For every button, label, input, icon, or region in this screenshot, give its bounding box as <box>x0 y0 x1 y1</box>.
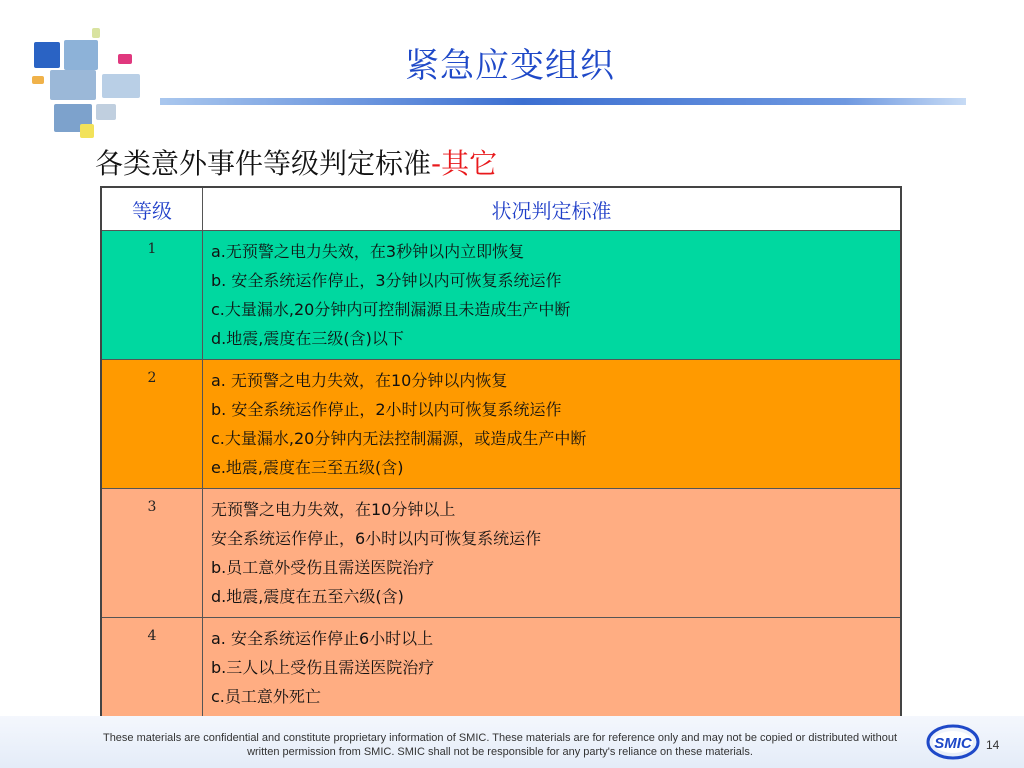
criteria-cell <box>203 489 902 618</box>
table-row <box>101 489 901 618</box>
criteria-line: c.大量漏水,20分钟内可控制漏源且未造成生产中断 <box>211 300 571 319</box>
criteria-line: e.地震,震度在三至五级(含) <box>211 458 404 477</box>
criteria-line: b.员工意外受伤且需送医院治疗 <box>211 558 435 577</box>
criteria-line: c.大量漏水,20分钟内无法控制漏源，或造成生产中断 <box>211 429 587 448</box>
level-cell: 4 <box>101 618 203 748</box>
table-row <box>101 360 901 489</box>
notice-line-2: written permission from SMIC. SMIC shall not be responsible for any party's reliance on these materials. <box>247 746 753 758</box>
header-criteria: 状况判定标准 <box>203 187 902 231</box>
level-cell: 1 <box>101 231 203 360</box>
level-cell: 3 <box>101 489 203 618</box>
smic-logo-text: SMIC <box>934 735 972 752</box>
criteria-line: a. 安全系统运作停止6小时以上 <box>211 629 434 648</box>
criteria-cell <box>203 231 902 360</box>
criteria-line: b. 安全系统运作停止，3分钟以内可恢复系统运作 <box>211 271 562 290</box>
subtitle-accent: 其它 <box>441 147 498 180</box>
smic-logo <box>926 722 980 762</box>
title-divider <box>160 98 966 105</box>
page-number: 14 <box>986 738 1000 752</box>
subtitle-separator: - <box>431 147 442 180</box>
criteria-line: a. 无预警之电力失效，在10分钟以内恢复 <box>211 371 508 390</box>
criteria-line: d.地震,震度在三级(含)以下 <box>211 329 404 348</box>
notice-line-1: These materials are confidential and constitute proprietary information of SMIC. These materials are for reference only and may not be copied or distributed without <box>102 732 898 744</box>
criteria-line: b. 安全系统运作停止，2小时以内可恢复系统运作 <box>211 400 562 419</box>
header-level: 等级 <box>101 187 203 231</box>
decorative-logo-mosaic <box>14 20 154 140</box>
criteria-line: d.地震,震度在五至六级(含) <box>211 587 404 606</box>
criteria-line: a.无预警之电力失效，在3秒钟以内立即恢复 <box>211 242 525 261</box>
confidentiality-notice <box>70 731 930 759</box>
table-row <box>101 231 901 360</box>
criteria-cell <box>203 360 902 489</box>
slide-title: 紧急应变组织 <box>405 46 615 86</box>
criteria-line: 无预警之电力失效，在10分钟以上 <box>211 500 456 519</box>
level-cell: 2 <box>101 360 203 489</box>
table-header-row <box>101 187 901 231</box>
criteria-line: b.三人以上受伤且需送医院治疗 <box>211 658 435 677</box>
slide-subtitle <box>95 142 497 182</box>
criteria-line: c.员工意外死亡 <box>211 687 321 706</box>
incident-grade-table <box>100 186 902 748</box>
subtitle-main: 各类意外事件等级判定标准 <box>95 147 432 180</box>
criteria-line: 安全系统运作停止，6小时以内可恢复系统运作 <box>211 529 542 548</box>
